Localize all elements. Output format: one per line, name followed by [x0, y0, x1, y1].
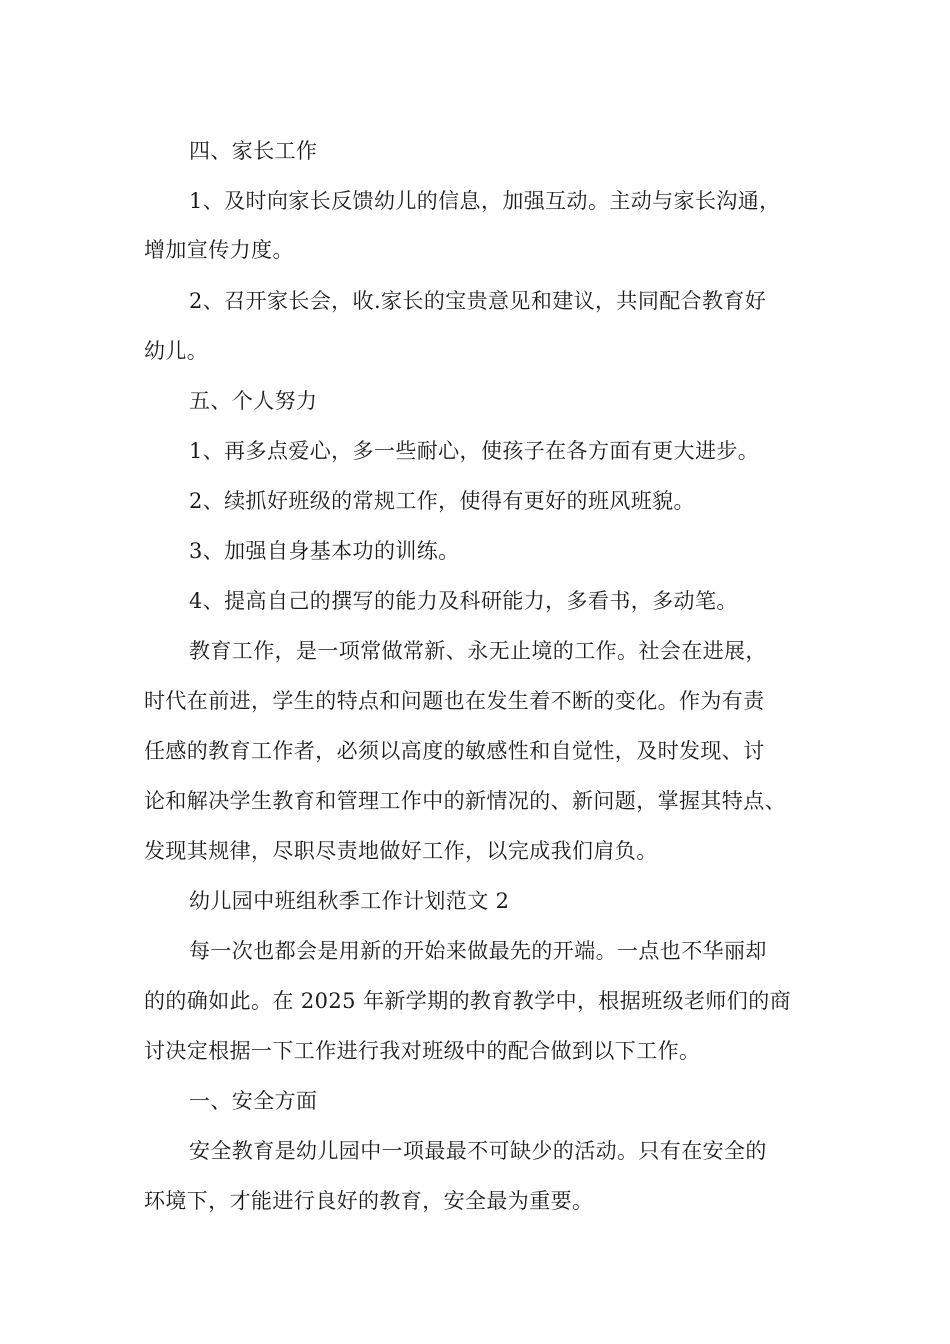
paragraph-line: 发现其规律，尽职尽责地做好工作，以完成我们肩负。 [144, 839, 658, 863]
paragraph-line: 任感的教育工作者，必须以高度的敏感性和自觉性，及时发现、讨 [144, 739, 765, 763]
paragraph-line: 安全教育是幼儿园中一项最最不可缺少的活动。只有在安全的 [189, 1139, 767, 1163]
paragraph-line: 3、加强自身基本功的训练。 [189, 539, 460, 563]
paragraph-line: 1、及时向家长反馈幼儿的信息，加强互动。主动与家长沟通， [189, 189, 781, 213]
section-title-sample-2: 幼儿园中班组秋季工作计划范文 2 [189, 889, 510, 913]
paragraph-line: 讨决定根据一下工作进行我对班级中的配合做到以下工作。 [144, 1039, 701, 1063]
paragraph-line: 教育工作，是一项常做常新、永无止境的工作。社会在进展， [189, 639, 767, 663]
paragraph-line: 增加宣传力度。 [144, 238, 294, 262]
paragraph-line: 4、提高自己的撰写的能力及科研能力，多看书，多动笔。 [189, 589, 738, 613]
paragraph-line: 2、续抓好班级的常规工作，使得有更好的班风班貌。 [189, 489, 695, 513]
paragraph-line: 1、再多点爱心，多一些耐心，使孩子在各方面有更大进步。 [189, 439, 760, 463]
paragraph-line: 幼儿。 [144, 339, 209, 363]
paragraph-line: 论和解决学生教育和管理工作中的新情况的、新问题，掌握其特点、 [144, 789, 786, 813]
paragraph-line: 环境下，才能进行良好的教育，安全最为重要。 [144, 1189, 594, 1213]
paragraph-line: 的的确如此。在 2025 年新学期的教育教学中，根据班级老师们的商 [144, 989, 791, 1013]
section-heading-personal-effort: 五、个人努力 [189, 389, 318, 413]
paragraph-line: 2、召开家长会，收.家长的宝贵意见和建议，共同配合教育好 [189, 289, 767, 313]
paragraph-line: 每一次也都会是用新的开始来做最先的开端。一点也不华丽却 [189, 939, 767, 963]
section-heading-safety: 一、安全方面 [189, 1089, 318, 1113]
section-heading-parent-work: 四、家长工作 [189, 139, 318, 163]
paragraph-line: 时代在前进，学生的特点和问题也在发生着不断的变化。作为有责 [144, 689, 765, 713]
